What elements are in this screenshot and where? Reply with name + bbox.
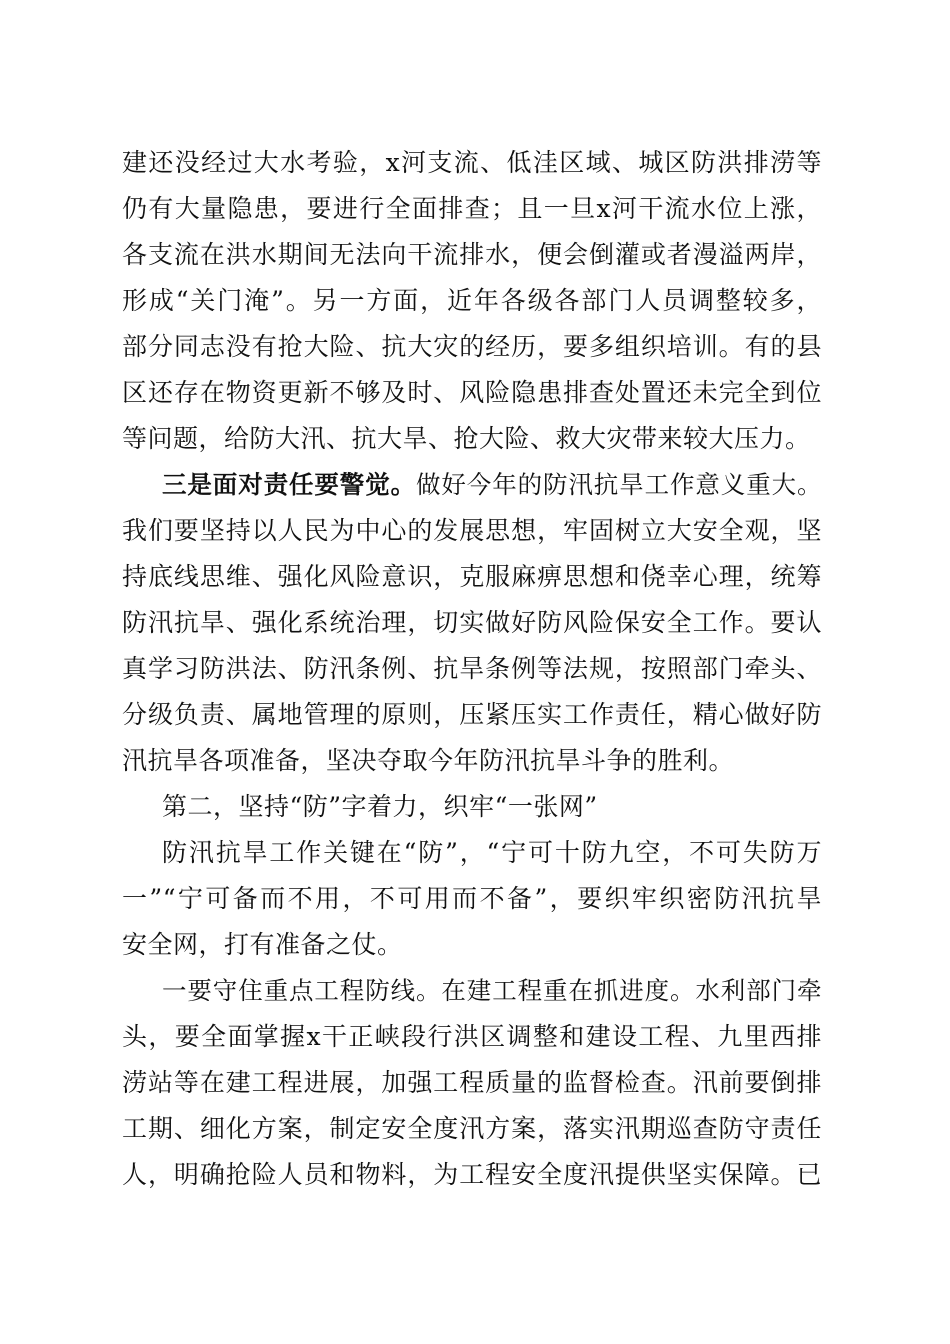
paragraph-line: 真学习防洪法、防汛条例、抗旱条例等法规，按照部门牵头、 [122, 654, 822, 683]
paragraph-line: 防汛抗旱、强化系统治理，切实做好防风险保安全工作。要认 [122, 608, 822, 637]
paragraph-line: 汛抗旱各项准备，坚决夺取今年防汛抗旱斗争的胜利。 [122, 746, 735, 775]
paragraph-line: 头，要全面掌握x干正峡段行洪区调整和建设工程、九里西排 [122, 1022, 822, 1051]
paragraph-first-line: 一要守住重点工程防线。在建工程重在抓进度。水利部门牵 [162, 976, 822, 1005]
paragraph-line: 建还没经过大水考验，x河支流、低洼区域、城区防洪排涝等 [122, 148, 822, 177]
paragraph-line: 我们要坚持以人民为中心的发展思想，牢固树立大安全观，坚 [122, 516, 822, 545]
paragraph-first-line: 防汛抗旱工作关键在“防”，“宁可十防九空，不可失防万 [162, 838, 822, 867]
paragraph-line: 区还存在物资更新不够及时、风险隐患排查处置还未完全到位 [122, 378, 822, 407]
paragraph-line: 各支流在洪水期间无法向干流排水，便会倒灌或者漫溢两岸， [122, 240, 822, 269]
paragraph-line: 部分同志没有抢大险、抗大灾的经历，要多组织培训。有的县 [122, 332, 822, 361]
paragraph-line: 等问题，给防大汛、抗大旱、抢大险、救大灾带来较大压力。 [122, 424, 811, 453]
paragraph-line: 形成“关门淹”。另一方面，近年各级各部门人员调整较多， [122, 286, 822, 315]
paragraph-line: 工期、细化方案，制定安全度汛方案，落实汛期巡查防守责任 [122, 1114, 822, 1143]
document-page [122, 140, 822, 1198]
paragraph-line: 涝站等在建工程进展，加强工程质量的监督检查。汛前要倒排 [122, 1068, 822, 1097]
paragraph-line: 安全网，打有准备之仗。 [122, 930, 403, 959]
paragraph-text: 做好今年的防汛抗旱工作意义重大。 [416, 470, 822, 499]
paragraph-line: 仍有大量隐患，要进行全面排查；且一旦x河干流水位上涨， [122, 194, 822, 223]
paragraph-lead: 三是面对责任要警觉。 [162, 470, 416, 499]
paragraph-line: 人，明确抢险人员和物料，为工程安全度汛提供坚实保障。已 [122, 1160, 822, 1189]
section-heading: 第二，坚持“防”字着力，织牢“一张网” [162, 792, 598, 821]
paragraph-line: 分级负责、属地管理的原则，压紧压实工作责任，精心做好防 [122, 700, 822, 729]
paragraph-line: 一”“宁可备而不用，不可用而不备”，要织牢织密防汛抗旱 [122, 884, 822, 913]
paragraph-line: 持底线思维、强化风险意识，克服麻痹思想和侥幸心理，统筹 [122, 562, 822, 591]
paragraph-first-line [122, 462, 822, 508]
